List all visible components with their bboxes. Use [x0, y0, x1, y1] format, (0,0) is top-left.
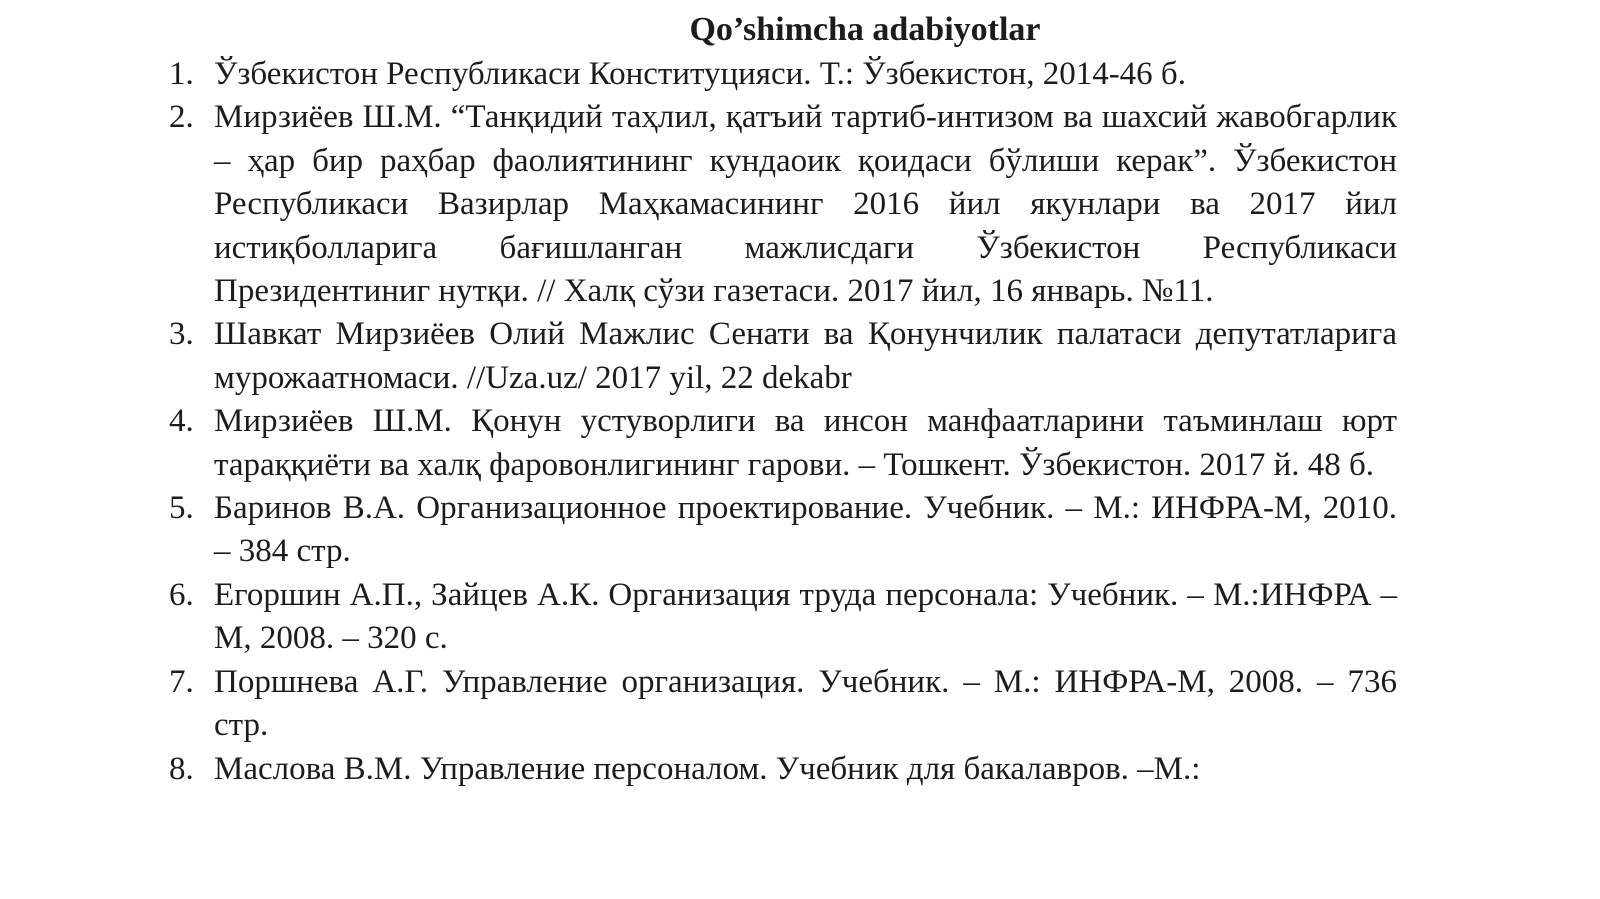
- list-item-text: Мирзиёев Ш.М. Қонун устуворлиги ва инсон манфаатларини таъминлаш юрт тараққиёти ва халқ фаровонлигининг гарови. – Тошкент. Ўзбекистон. 2017 й. 48 б.: [214, 403, 1397, 483]
- page-title: Qo’shimcha adabiyotlar: [689, 11, 1041, 48]
- list-item-text: Шавкат Мирзиёев Олий Мажлис Сенати ва Қонунчилик палатаси депутатларига мурожаатномаси. //Uza.uz/ 2017 yil, 22 dekabr: [214, 316, 1397, 396]
- reference-list: [169, 53, 1397, 791]
- list-item-text: Мирзиёев Ш.М. “Танқидий таҳлил, қатъий тартиб-интизом ва шахсий жавобгарлик – ҳар бир раҳбар фаолиятининг кундаоик қоидаси бўлиши керак”. Ўзбекистон Республикаси Вазирлар Маҳкамасининг 2016 йил якунлари ва 2017 йил истиқболларига бағишланган мажлисдаги Ўзбекистон Республикаси Президентиниг нутқи. // Халқ сўзи газетаси. 2017 йил, 16 январь. №11.: [214, 99, 1397, 310]
- list-item-number: 2.: [169, 99, 194, 136]
- list-item: [169, 661, 1397, 748]
- list-item: [169, 313, 1397, 400]
- list-item: [169, 487, 1397, 574]
- list-item-number: 7.: [169, 663, 194, 700]
- list-item: [169, 53, 1397, 96]
- list-item-text: Егоршин А.П., Зайцев А.К. Организация труда персонала: Учебник. – М.:ИНФРА – М, 2008. – 320 с.: [214, 576, 1397, 657]
- list-item-number: 4.: [169, 403, 194, 440]
- list-item: [169, 400, 1397, 487]
- list-item-text: Маслова В.М. Управление персоналом. Учебник для бакалавров. –М.:: [214, 750, 1201, 787]
- list-item-text: Поршнева А.Г. Управление организация. Учебник. – М.: ИНФРА-М, 2008. – 736 стр.: [214, 663, 1397, 744]
- list-item-number: 1.: [169, 56, 194, 92]
- list-item-number: 8.: [169, 750, 194, 787]
- list-item-number: 3.: [169, 316, 194, 353]
- list-item-number: 6.: [169, 576, 194, 613]
- list-item-number: 5.: [169, 490, 194, 527]
- list-item: [169, 96, 1397, 313]
- list-item: [169, 748, 1397, 791]
- list-item-text: Баринов В.А. Организационное проектирование. Учебник. – М.: ИНФРА-М, 2010. – 384 стр.: [214, 490, 1397, 570]
- list-item-text: Ўзбекистон Республикаси Конституцияси. Т.: Ўзбекистон, 2014-46 б.: [214, 56, 1186, 92]
- list-item: [169, 574, 1397, 661]
